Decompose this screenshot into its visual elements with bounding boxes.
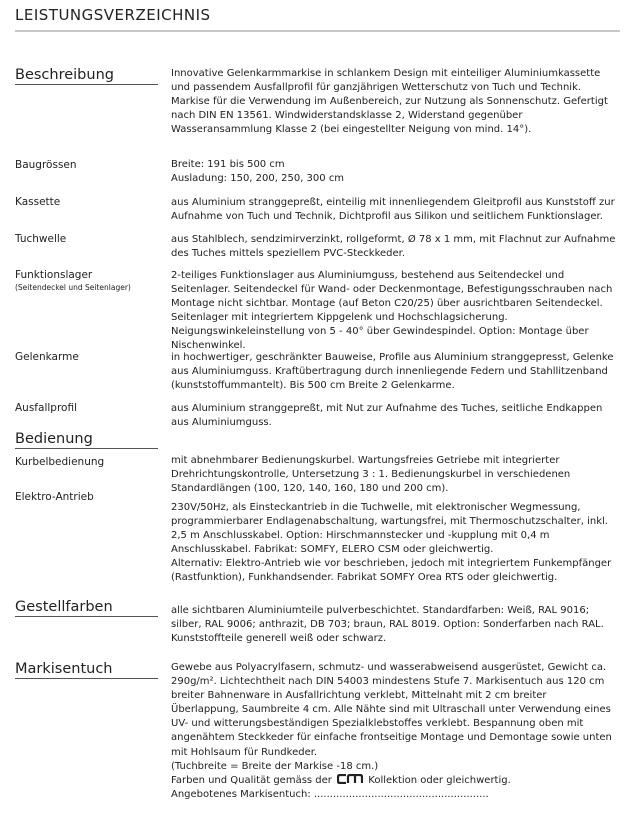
markisentuch-tuchbreite: (Tuchbreite = Breite der Markise -18 cm.) [171,760,379,772]
title-divider [15,30,620,32]
funktionslager-sublabel: (Seitendeckel und Seitenlager) [15,283,131,292]
label-funktionslager [15,268,131,293]
kurbelbedienung-text: mit abnehmbarer Bedienungskurbel. Wartungsfreies Getriebe mit integrierter Drehrichtungskontrolle, Untersetzung 3 : 1. Bedienungskurbel in verschiedenen Standardlängen (100, 120, 140, 160, 180 und 200 cm). [171,455,571,495]
tuchwelle-text: aus Stahlblech, sendzimirverzinkt, rollgeformt, Ø 78 x 1 mm, mit Flachnut zur Aufnahme des Tuches mittels speziellem PVC-Steckkeder. [171,234,616,260]
label-ausfallprofil: Ausfallprofil [15,402,77,414]
markisentuch-farben [171,774,617,788]
gestellfarben-text: alle sichtbaren Aluminiumteile pulverbeschichtet. Standardfarben: Weiß, RAL 9016; silber, RAL 9006; anthrazit, DB 703; braun, RAL 8019. Option: Sonderfarben nach RAL. Kunststoffteile generell weiß oder schwarz. [171,605,604,645]
section-rule [15,448,158,449]
label-kassette: Kassette [15,196,61,208]
page-title: LEISTUNGSVERZEICHNIS [15,6,211,24]
kassette-text: aus Aluminium stranggepreßt, einteilig mit innenliegendem Gleitprofil aus Kunststoff zur Aufnahme von Tuch und Technik, Dichtprofil aus Silikon und seitlichem Funktionslager. [171,197,615,223]
markisentuch-angebot: Angebotenes Markisentuch: ....................................................... [171,788,489,800]
section-heading-markisentuch: Markisentuch [15,661,113,677]
ausfallprofil-text: aus Aluminium stranggepreßt, mit Nut zur Aufnahme des Tuches, seitliche Endkappen aus Aluminiumguss. [171,403,603,429]
funktionslager-text: 2-teiliges Funktionslager aus Aluminiumguss, bestehend aus Seitendeckel und Seitenlager. Seitendeckel für Wand- oder Deckenmontage, Befestigungsschrauben nach Montage nicht sichtbar. Montage (auf Beton C20/25) über ausrichtbaren Seitendeckel. Seitenlager mit integriertem Kippgelenk und Hochschlagsicherung. Neigungswinkeleinstellung von 5 - 40° über Gewindespindel. Option: Montage über Nischenwinkel. [171,270,613,352]
label-tuchwelle: Tuchwelle [15,233,67,245]
baugroessen-breite: Breite: 191 bis 500 cm [171,159,285,170]
markisentuch-farben-post: Kollektion oder gleichwertig. [368,774,511,786]
label-baugroessen: Baugrössen [15,159,77,171]
baugroessen-text [171,158,617,186]
section-rule [15,616,158,617]
markisentuch-farben-pre: Farben und Qualität gemäss der [171,774,332,786]
elektro-antrieb-standard: 230V/50Hz, als Einsteckantrieb in die Tuchwelle, mit elektronischer Wegmessung, programmierbarer Endlagenabschaltung, wartungsfrei, mit Thermoschutzschalter, inkl. 2,5 m Anschlusskabel. Option: Hirschmannstecker und -kupplung mit 0,4 m Anschlusskabel. Fabrikat: SOMFY, ELERO CSM oder gleichwertig. [171,502,608,556]
label-elektro-antrieb: Elektro-Antrieb [15,491,94,503]
markisentuch-beschreibung: Gewebe aus Polyacrylfasern, schmutz- und wasserabweisend ausgerüstet, Gewicht ca. 290g/m². Lichtechtheit nach DIN 54003 mindestens Stufe 7. Markisentuch aus 120 cm breiter Bahnenware in Ausfallrichtung verklebt, Mittelnaht mit 2 cm breiter Überlappung, Saumbreite 4 cm. Alle Nähte sind mit Ultraschall unter Verwendung eines UV- und witterungsbeständigen Spezialklebstoffes verklebt. Bespannung oben mit angenähtem Steckkeder für einfache frontseitige Montage und Demontage sowie unten mit Hohlsaum für Rundkeder. [171,662,612,758]
section-heading-gestellfarben: Gestellfarben [15,599,113,615]
gelenkarme-text: in hochwertiger, geschränkter Bauweise, Profile aus Aluminium stranggepresst, Gelenke aus Aluminiumguss. Kraftübertragung durch innenliegende Federn und Stahllitzenband (kunststoffummantelt). Bis 500 cm Breite 2 Gelenkarme. [171,352,614,392]
baugroessen-ausladung: Ausladung: 150, 200, 250, 300 cm [171,173,345,185]
section-heading-beschreibung: Beschreibung [15,67,114,83]
markisentuch-text [171,661,617,802]
beschreibung-text: Innovative Gelenkarmmarkise in schlankem Design mit einteiliger Aluminiumkassette und passendem Ausfallprofil für ganzjährigen Wetterschutz von Tuch und Technik. Markise für die Verwendung im Außenbereich, zur Nutzung als Sonnenschutz. Gefertigt nach DIN EN 13561. Windwiderstandsklasse 2, Widerstand gegenüber Wasseransammlung Klasse 2 (bei eingestellter Neigung von mind. 14°). [171,68,608,136]
label-kurbelbedienung: Kurbelbedienung [15,456,105,468]
section-rule [15,84,158,85]
cm-logo-icon [337,774,363,784]
label-gelenkarme: Gelenkarme [15,351,79,363]
section-rule [15,678,158,679]
elektro-antrieb-alternativ: Alternativ: Elektro-Antrieb wie vor beschrieben, jedoch mit integriertem Funkempfänger (Rastfunktion), Funkhandsender. Fabrikat SOMFY Orea RTS oder gleichwertig. [171,558,612,584]
elektro-antrieb-text [171,501,617,586]
section-heading-bedienung: Bedienung [15,431,93,447]
funktionslager-title: Funktionslager [15,269,93,281]
